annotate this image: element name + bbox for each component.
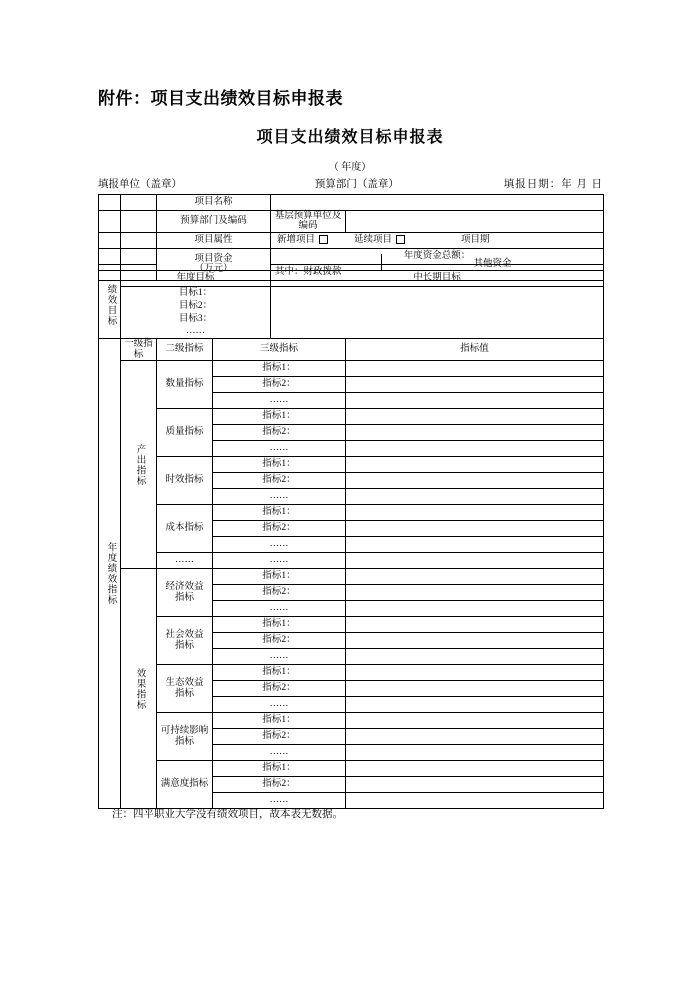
indicator-value[interactable] — [346, 361, 604, 377]
indicator-item: …… — [213, 793, 346, 809]
indicator-item: …… — [213, 441, 346, 457]
indicator-item: …… — [213, 649, 346, 665]
row-label-performance-goal: 绩效目标 — [99, 271, 121, 339]
table-row — [99, 287, 604, 339]
indicator-value[interactable] — [346, 393, 604, 409]
subgroup-timeliness: 时效指标 — [157, 457, 213, 505]
field-fund-total[interactable]: 年度资金总额： — [271, 248, 604, 264]
header-level3: 三级指标 — [213, 339, 346, 361]
option-continue-project[interactable]: 延续项目 — [354, 235, 405, 245]
indicator-value[interactable] — [346, 505, 604, 521]
checkbox-continue-project[interactable] — [396, 235, 405, 244]
indicator-value[interactable] — [346, 633, 604, 649]
indicator-item: …… — [213, 393, 346, 409]
page-title: 项目支出绩效目标申报表 — [256, 129, 444, 146]
indicator-value[interactable] — [346, 425, 604, 441]
indicator-value[interactable] — [346, 761, 604, 777]
subgroup-social: 社会效益 指标 — [157, 617, 213, 665]
indicator-item: …… — [213, 601, 346, 617]
subgroup-quality: 质量指标 — [157, 409, 213, 457]
table-row — [99, 713, 604, 729]
footnote: 注：四平职业大学没有绩效项目，故本表无数据。 — [112, 809, 343, 820]
label-project-name: 项目名称 — [157, 195, 271, 211]
indicator-item: …… — [213, 745, 346, 761]
indicator-value[interactable] — [346, 489, 604, 505]
indicator-item: 指标2： — [213, 585, 346, 601]
table-row — [99, 339, 604, 361]
subgroup-cost: 成本指标 — [157, 505, 213, 553]
subgroup-more: …… — [157, 553, 213, 569]
meta-date: 填报日期：年 月 日 — [503, 179, 603, 190]
indicator-item: …… — [213, 489, 346, 505]
attachment-heading: 附件：项目支出绩效目标申报表 — [98, 89, 343, 108]
indicator-item: 指标1： — [213, 409, 346, 425]
table-row — [99, 569, 604, 585]
indicator-item: 指标2： — [213, 521, 346, 537]
indicator-value[interactable] — [346, 409, 604, 425]
indicator-value[interactable] — [346, 569, 604, 585]
option-new-project[interactable]: 新增项目 — [277, 235, 328, 245]
indicator-value[interactable] — [346, 729, 604, 745]
indicator-item: 指标1： — [213, 457, 346, 473]
indicator-value[interactable] — [346, 617, 604, 633]
subgroup-sustainable: 可持续影响 指标 — [157, 713, 213, 761]
meta-department: 预算部门（盖章） — [314, 179, 399, 190]
table-row — [99, 505, 604, 521]
table-row — [99, 232, 604, 248]
table-row — [99, 761, 604, 777]
year-line: （ 年度） — [328, 162, 372, 173]
subgroup-satisfaction: 满意度指标 — [157, 761, 213, 809]
header-midlong-goal: 中长期目标 — [271, 271, 604, 287]
label-fund-of-which: 其中：财政拨款 — [275, 267, 342, 278]
indicator-value[interactable] — [346, 697, 604, 713]
field-midlong-goal[interactable] — [271, 287, 604, 339]
indicator-value[interactable] — [346, 793, 604, 809]
subgroup-economic: 经济效益 指标 — [157, 569, 213, 617]
header-value: 指标值 — [346, 339, 604, 361]
indicator-value[interactable] — [346, 585, 604, 601]
group-output: 产出指标 — [121, 361, 157, 569]
indicator-value[interactable] — [346, 665, 604, 681]
indicator-item: 指标2： — [213, 473, 346, 489]
indicator-value[interactable] — [346, 601, 604, 617]
meta-unit: 填报单位（盖章） — [98, 179, 182, 190]
indicator-value[interactable] — [346, 521, 604, 537]
indicator-item: 指标2： — [213, 377, 346, 393]
goal-and-indicator-table — [98, 270, 604, 809]
label-budget-dept-code: 预算部门及编码 — [157, 211, 271, 233]
meta-row — [98, 176, 603, 191]
table-row — [99, 361, 604, 377]
field-annual-goal[interactable]: 目标1： 目标2： 目标3： …… — [121, 287, 271, 339]
field-base-unit-code[interactable] — [346, 211, 604, 233]
indicator-item: …… — [213, 537, 346, 553]
indicator-item: 指标1： — [213, 361, 346, 377]
checkbox-new-project[interactable] — [319, 235, 328, 244]
label-project-attr: 项目属性 — [157, 232, 271, 248]
label-project-period: 项目期 — [461, 235, 490, 246]
table-row — [99, 553, 604, 569]
indicator-value[interactable] — [346, 441, 604, 457]
indicator-item: 指标1： — [213, 761, 346, 777]
group-effect: 效果指标 — [121, 569, 157, 809]
indicator-value[interactable] — [346, 377, 604, 393]
indicator-value[interactable] — [346, 777, 604, 793]
indicator-item: 指标1： — [213, 713, 346, 729]
subgroup-quantity: 数量指标 — [157, 361, 213, 409]
indicator-value[interactable] — [346, 681, 604, 697]
indicator-value[interactable] — [346, 745, 604, 761]
indicator-value[interactable] — [346, 553, 604, 569]
indicator-item: 指标1： — [213, 665, 346, 681]
indicator-value[interactable] — [346, 537, 604, 553]
indicator-value[interactable] — [346, 713, 604, 729]
label-fund-other: 其他资金 — [473, 259, 512, 269]
row-label-annual-indicators: 年度绩效指标 — [99, 339, 121, 809]
indicator-item: …… — [213, 553, 346, 569]
project-attr-options — [271, 235, 603, 245]
label-base-unit-code: 基层预算单位及编码 — [271, 211, 346, 233]
table-row — [99, 617, 604, 633]
indicator-item: 指标2： — [213, 633, 346, 649]
indicator-value[interactable] — [346, 649, 604, 665]
header-level1: 一级指标 — [121, 339, 157, 361]
indicator-value[interactable] — [346, 473, 604, 489]
indicator-item: 指标2： — [213, 425, 346, 441]
table-row — [99, 409, 604, 425]
header-level2: 二级指标 — [157, 339, 213, 361]
subgroup-ecological: 生态效益 指标 — [157, 665, 213, 713]
header-annual-goal: 年度目标 — [121, 271, 271, 287]
field-project-name[interactable] — [271, 195, 604, 211]
indicator-item: 指标1： — [213, 505, 346, 521]
label-project-fund: 项目资金 （万元） — [157, 248, 271, 280]
indicator-item: 指标1： — [213, 569, 346, 585]
indicator-item: 指标2： — [213, 777, 346, 793]
table-row — [99, 271, 604, 287]
divider-fund — [381, 254, 382, 270]
indicator-item: 指标2： — [213, 681, 346, 697]
indicator-item: 指标1： — [213, 617, 346, 633]
table-row — [99, 457, 604, 473]
indicator-item: 指标2： — [213, 729, 346, 745]
indicator-value[interactable] — [346, 457, 604, 473]
indicator-item: …… — [213, 697, 346, 713]
table-row — [99, 195, 604, 211]
table-row — [99, 665, 604, 681]
table-row — [99, 211, 604, 233]
